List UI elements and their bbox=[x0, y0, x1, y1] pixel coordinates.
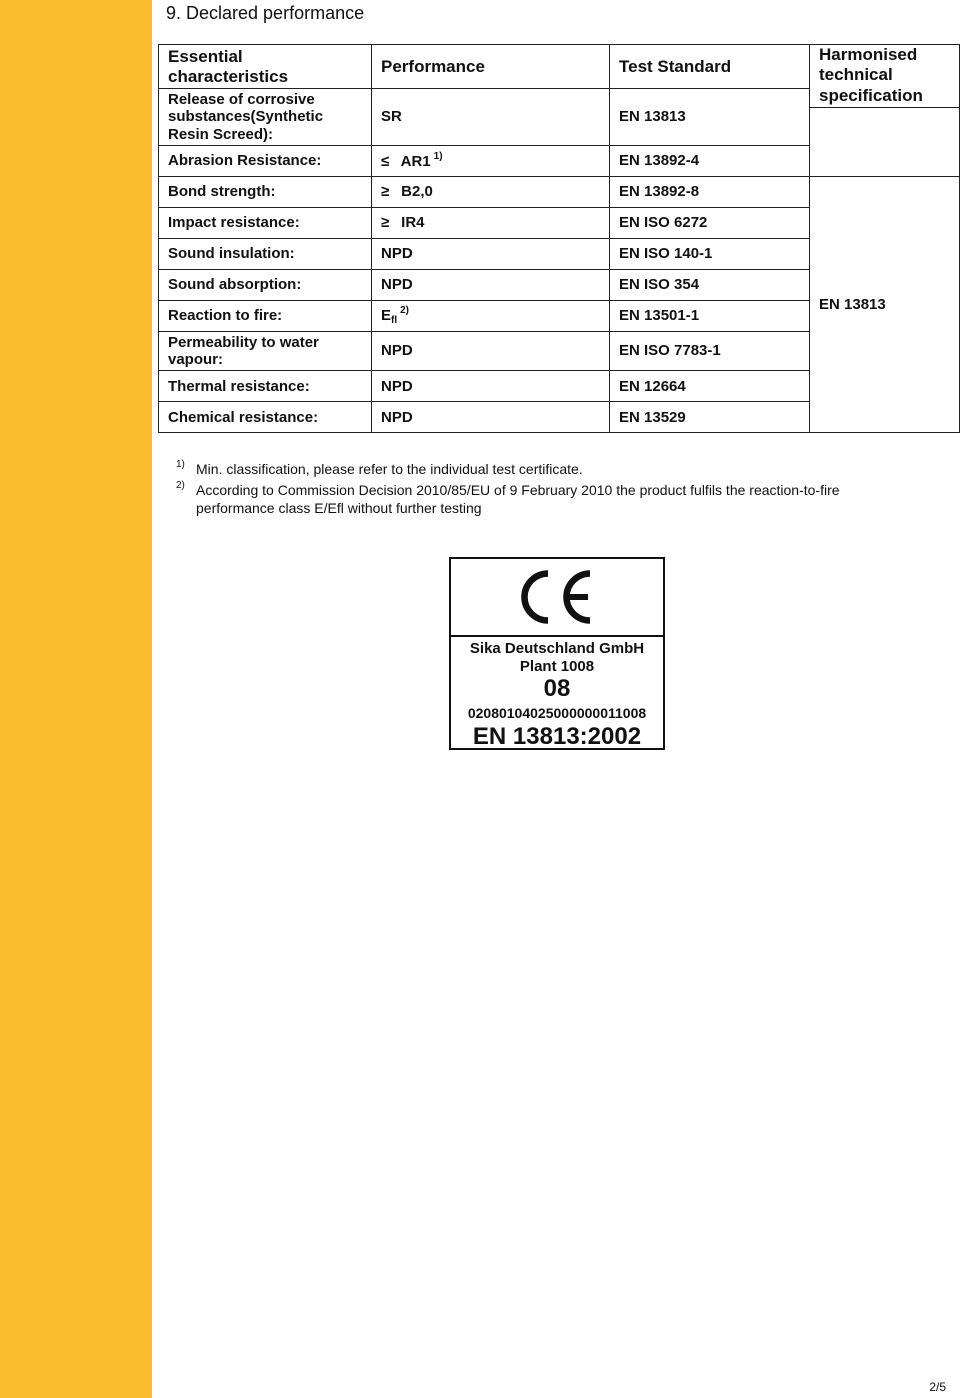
cell-performance bbox=[372, 176, 610, 207]
cell-characteristic: Sound absorption: bbox=[159, 269, 372, 300]
cell-performance bbox=[372, 207, 610, 238]
cell-performance bbox=[372, 145, 610, 176]
performance-value: NPD bbox=[381, 276, 413, 294]
cell-standard: EN ISO 140-1 bbox=[610, 238, 810, 269]
cell-performance bbox=[372, 89, 610, 146]
footnote-text-continued: performance class E/Efl without further testing bbox=[196, 500, 482, 516]
performance-subscript: fl bbox=[391, 315, 398, 327]
cell-performance bbox=[372, 300, 610, 331]
table-header-row bbox=[159, 45, 960, 89]
ce-standard: EN 13813:2002 bbox=[472, 723, 642, 750]
footnote-marker: 1) bbox=[176, 459, 185, 470]
cell-characteristic: Thermal resistance: bbox=[159, 371, 372, 402]
ce-mark-icon bbox=[515, 569, 595, 625]
performance-value: E bbox=[381, 307, 392, 325]
performance-value: B2,0 bbox=[401, 183, 433, 201]
ce-logo-area bbox=[451, 559, 663, 637]
cell-performance bbox=[372, 238, 610, 269]
cell-characteristic: Chemical resistance: bbox=[159, 402, 372, 433]
performance-value: NPD bbox=[381, 408, 413, 426]
footnote-ref-1: 1) bbox=[433, 151, 443, 163]
cell-standard: EN 12664 bbox=[610, 371, 810, 402]
header-harmonised: Harmonised technical specification bbox=[810, 45, 959, 108]
ce-marking-label bbox=[449, 557, 665, 750]
performance-value: NPD bbox=[381, 245, 413, 263]
performance-value: AR1 bbox=[400, 153, 431, 171]
ce-company: Sika Deutschland GmbH bbox=[469, 640, 645, 657]
cell-characteristic: Abrasion Resistance: bbox=[159, 145, 372, 176]
less-equal-symbol: ≤ bbox=[381, 153, 390, 171]
cell-characteristic: Impact resistance: bbox=[159, 207, 372, 238]
cell-characteristic: Sound insulation: bbox=[159, 238, 372, 269]
performance-value: NPD bbox=[381, 377, 413, 395]
cell-performance bbox=[372, 371, 610, 402]
greater-equal-symbol: ≥ bbox=[381, 214, 390, 232]
ce-details bbox=[451, 637, 663, 751]
ce-code: 02080104025000000011008 bbox=[467, 705, 647, 721]
performance-value: SR bbox=[381, 108, 402, 126]
table-row bbox=[159, 176, 960, 207]
cell-characteristic: Permeability to water vapour: bbox=[159, 331, 372, 371]
footnote-ref-2: 2) bbox=[400, 305, 410, 317]
greater-equal-symbol: ≥ bbox=[381, 183, 390, 201]
cell-performance bbox=[372, 269, 610, 300]
performance-value: IR4 bbox=[401, 214, 425, 232]
footnote-text: According to Commission Decision 2010/85/EU of 9 February 2010 the product fulfils the reaction-to-fire bbox=[196, 482, 840, 498]
cell-performance bbox=[372, 402, 610, 433]
section-title: 9. Declared performance bbox=[166, 3, 365, 23]
cell-standard: EN 13892-8 bbox=[610, 176, 810, 207]
footnote-marker: 2) bbox=[176, 480, 185, 491]
cell-standard: EN ISO 6272 bbox=[610, 207, 810, 238]
header-test-standard: Test Standard bbox=[610, 45, 810, 89]
cell-standard: EN 13813 bbox=[610, 89, 810, 146]
footnote-1 bbox=[176, 456, 583, 478]
cell-characteristic: Bond strength: bbox=[159, 176, 372, 207]
cell-characteristic: Release of corrosive substances(Synthetic Resin Screed): bbox=[159, 89, 372, 146]
declared-performance-table bbox=[158, 44, 960, 433]
performance-value: NPD bbox=[381, 342, 413, 360]
harmonised-value-cell: EN 13813 bbox=[810, 176, 960, 433]
page-number: 2/5 bbox=[929, 1380, 946, 1394]
cell-standard: EN 13529 bbox=[610, 402, 810, 433]
ce-year: 08 bbox=[543, 675, 571, 702]
cell-standard: EN 13892-4 bbox=[610, 145, 810, 176]
cell-standard: EN 13501-1 bbox=[610, 300, 810, 331]
cell-standard: EN ISO 354 bbox=[610, 269, 810, 300]
footnote-2 bbox=[176, 477, 840, 517]
header-essential: Essential characteristics bbox=[159, 45, 372, 89]
side-color-stripe bbox=[0, 0, 152, 1398]
footnote-text: Min. classification, please refer to the individual test certificate. bbox=[196, 461, 583, 477]
ce-plant: Plant 1008 bbox=[519, 658, 595, 675]
header-performance: Performance bbox=[372, 45, 610, 89]
cell-standard: EN ISO 7783-1 bbox=[610, 331, 810, 371]
header-harmonised-cell bbox=[810, 45, 960, 177]
cell-characteristic: Reaction to fire: bbox=[159, 300, 372, 331]
cell-performance bbox=[372, 331, 610, 371]
declared-performance-table-wrapper bbox=[158, 44, 960, 433]
